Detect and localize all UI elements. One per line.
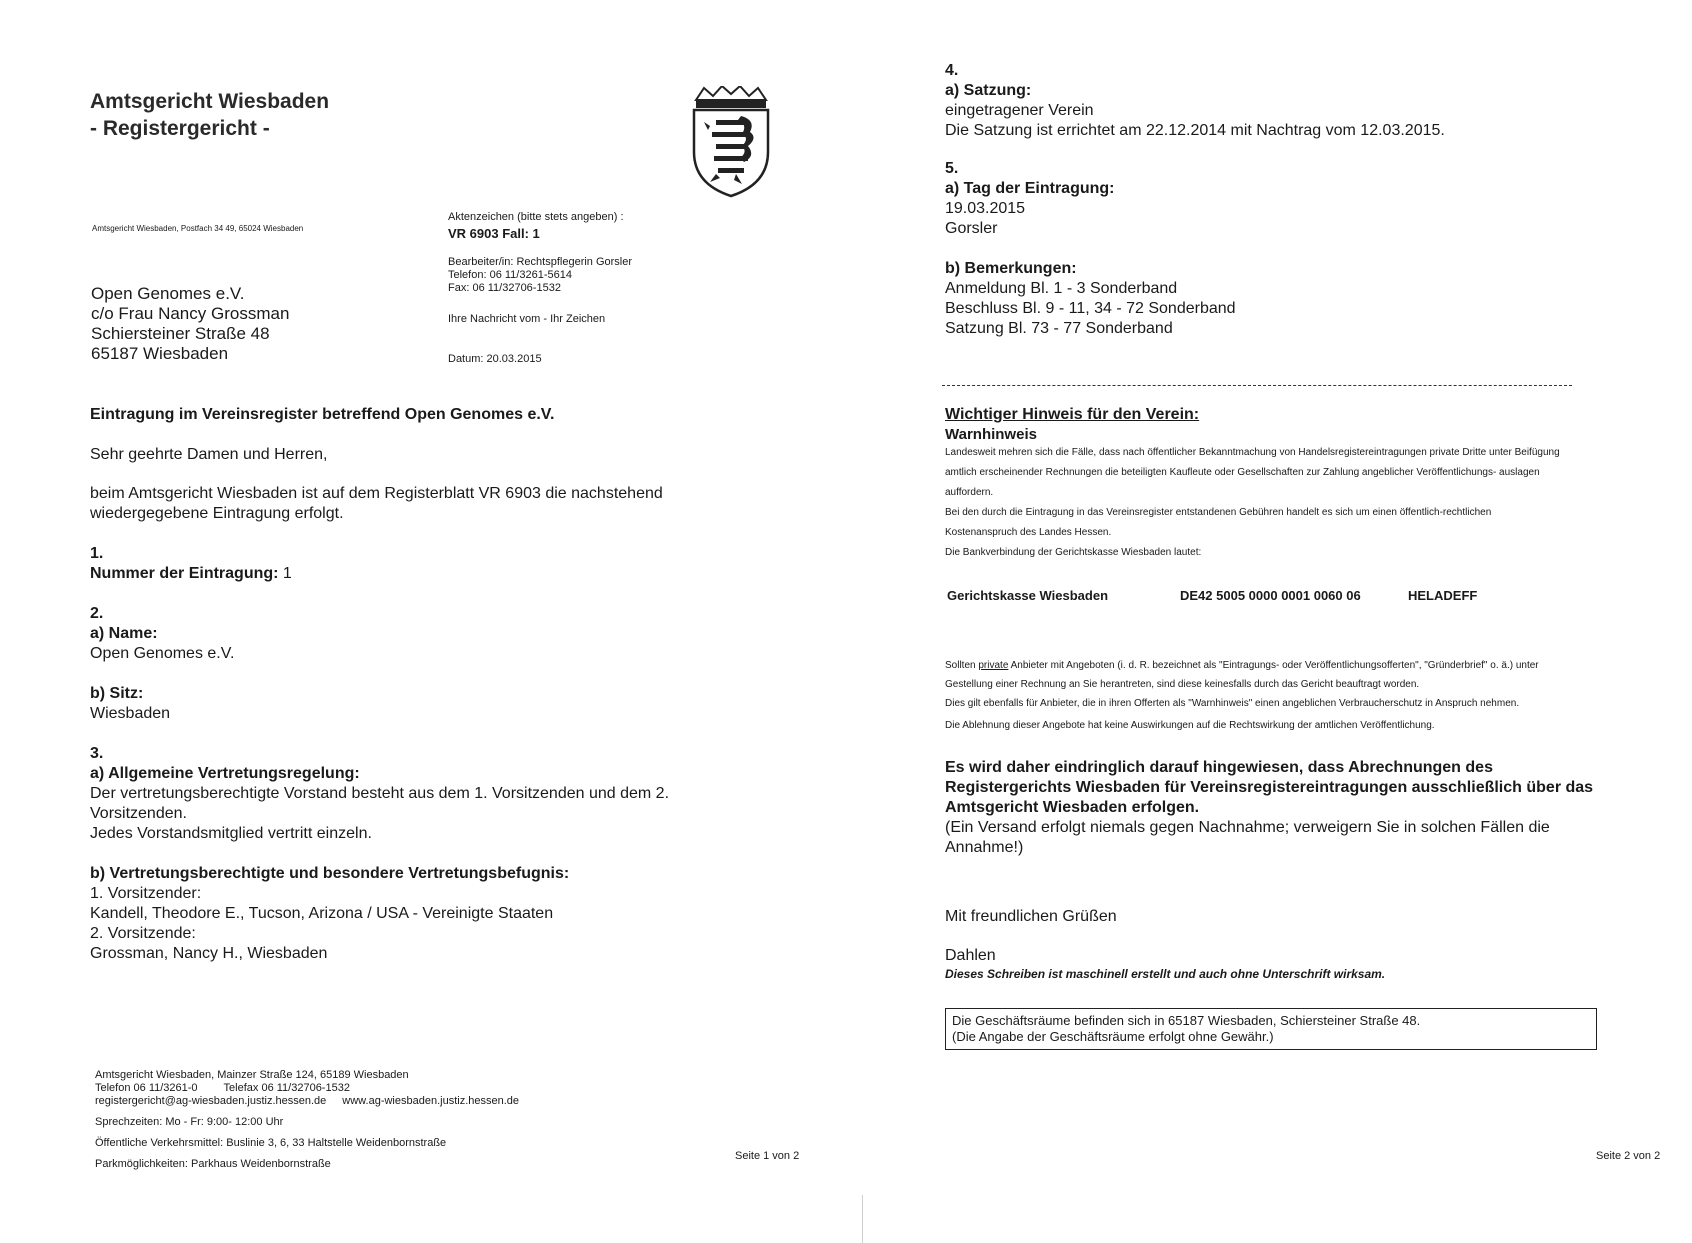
court-department: - Registergericht - xyxy=(90,117,270,140)
clerk-contact xyxy=(448,256,632,295)
warning-line: Landesweit mehren sich die Fälle, dass nach öffentlicher Bekanntmachung von Handelsregistereintragungen private Dritte unter Beifügung xyxy=(945,447,1560,458)
representation-rule-label: a) Allgemeine Vertretungsregelung: xyxy=(90,765,360,782)
separator-line xyxy=(942,385,1572,386)
section-number: 1. xyxy=(90,545,104,562)
hessen-coat-of-arms-icon xyxy=(686,86,776,198)
office-location-box xyxy=(945,1008,1597,1050)
section-number: 2. xyxy=(90,605,104,622)
clerk-phone: Telefon: 06 11/3261-5614 xyxy=(448,269,572,281)
bank-bic: HELADEFF xyxy=(1408,588,1478,603)
recipient-line: c/o Frau Nancy Grossman xyxy=(91,304,290,323)
footer-fax: Telefax 06 11/32706-1532 xyxy=(223,1082,350,1094)
warning-text xyxy=(945,443,1560,563)
warning-line: Die Bankverbindung der Gerichtskasse Wiesbaden lautet: xyxy=(945,547,1202,558)
emphasis-line: Es wird daher eindringlich darauf hingewiesen, dass Abrechnungen des xyxy=(945,759,1493,776)
recipient-line: 65187 Wiesbaden xyxy=(91,344,229,363)
bank-iban: DE42 5005 0000 0001 0060 06 xyxy=(1180,588,1361,603)
representation-rule-line: Vorsitzenden. xyxy=(90,805,187,822)
office-line: (Die Angabe der Geschäftsräume erfolgt ohne Gewähr.) xyxy=(952,1029,1274,1044)
statute-label: a) Satzung: xyxy=(945,82,1032,99)
representative-line: Kandell, Theodore E., Tucson, Arizona / USA - Vereinigte Staaten xyxy=(90,905,554,922)
intro-line: wiedergegebene Eintragung erfolgt. xyxy=(90,505,344,522)
file-reference-label: Aktenzeichen (bitte stets angeben) : xyxy=(448,211,624,223)
section-2 xyxy=(90,604,234,664)
footer-website: www.ag-wiesbaden.justiz.hessen.de xyxy=(342,1095,520,1107)
section-3b xyxy=(90,864,569,964)
footer-phone: Telefon 06 11/3261-0 xyxy=(95,1082,198,1094)
section-number: 3. xyxy=(90,745,104,762)
court-name: Amtsgericht Wiesbaden xyxy=(90,90,330,113)
page-number: Seite 1 von 2 xyxy=(735,1150,800,1162)
section-5a xyxy=(945,159,1114,239)
footer-hours: Sprechzeiten: Mo - Fr: 9:00- 12:00 Uhr xyxy=(95,1116,284,1128)
statute-line: eingetragener Verein xyxy=(945,102,1094,119)
entry-number-row xyxy=(90,564,292,584)
remarks-line: Beschluss Bl. 9 - 11, 34 - 72 Sonderband xyxy=(945,300,1236,317)
clerk-fax: Fax: 06 11/32706-1532 xyxy=(448,282,561,294)
letter-date: Datum: 20.03.2015 xyxy=(448,353,542,365)
warning-line: Kostenanspruch des Landes Hessen. xyxy=(945,527,1112,538)
letter-subject: Eintragung im Vereinsregister betreffend Open Genomes e.V. xyxy=(90,406,555,423)
representative-line: 2. Vorsitzende: xyxy=(90,925,196,942)
warning-line: amtlich erscheinender Rechnungen die beteiligten Kaufleute oder Gesellschaften zur Zahlung angeblicher Veröffentlichungs- auslagen xyxy=(945,467,1540,478)
remarks-line: Satzung Bl. 73 - 77 Sonderband xyxy=(945,320,1173,337)
offers-private-word: private xyxy=(978,660,1009,671)
recipient-line: Schiersteiner Straße 48 xyxy=(91,324,270,343)
entry-number-label: Nummer der Eintragung: xyxy=(90,565,279,582)
recipient-line: Open Genomes e.V. xyxy=(91,284,245,303)
closing-greeting: Mit freundlichen Grüßen xyxy=(945,908,1117,925)
offers-text: Sollten xyxy=(945,660,979,671)
letter-page-2 xyxy=(860,0,1692,1243)
offers-line: Gestellung einer Rechnung an Sie herantreten, sind diese keinesfalls durch das Gericht beauftragt worden. xyxy=(945,679,1420,690)
representation-rule-line: Jedes Vorstandsmitglied vertritt einzeln. xyxy=(90,825,372,842)
notice-heading: Wichtiger Hinweis für den Verein: xyxy=(945,406,1200,423)
registration-date-value: 19.03.2015 xyxy=(945,200,1026,217)
warning-line: auffordern. xyxy=(945,487,994,498)
authorized-representatives-label: b) Vertretungsberechtigte und besondere Vertretungsbefugnis: xyxy=(90,865,570,882)
name-label: a) Name: xyxy=(90,625,158,642)
seat-label: b) Sitz: xyxy=(90,685,144,702)
section-5b xyxy=(945,259,1236,339)
file-reference-value: VR 6903 Fall: 1 xyxy=(448,226,540,241)
offers-line: Die Ablehnung dieser Angebote hat keine Auswirkungen auf die Rechtswirkung der amtlichen Veröffentlichung. xyxy=(945,720,1435,731)
emphasis-line: Amtsgericht Wiesbaden erfolgen. xyxy=(945,799,1200,816)
footer-contact-row xyxy=(95,1095,519,1108)
salutation: Sehr geehrte Damen und Herren, xyxy=(90,446,328,463)
registration-clerk: Gorsler xyxy=(945,220,998,237)
seat-value: Wiesbaden xyxy=(90,705,171,722)
office-line: Die Geschäftsräume befinden sich in 65187 Wiesbaden, Schiersteiner Straße 48. xyxy=(952,1013,1421,1028)
offers-line: Dies gilt ebenfalls für Anbieter, die in ihren Offerten als "Warnhinweis" einen angeblichen Verbraucherschutz in Anspruch nehmen. xyxy=(945,698,1520,709)
remarks-label: b) Bemerkungen: xyxy=(945,260,1077,277)
cash-on-delivery-note xyxy=(945,818,1550,858)
warning-heading: Warnhinweis xyxy=(945,426,1037,443)
signer-name: Dahlen xyxy=(945,947,996,964)
representative-line: 1. Vorsitzender: xyxy=(90,885,202,902)
page-number: Seite 2 von 2 xyxy=(1596,1150,1661,1162)
footer-phone-row xyxy=(95,1082,519,1095)
billing-emphasis xyxy=(945,758,1593,818)
recipient-address xyxy=(91,284,289,364)
emphasis-line: Registergerichts Wiesbaden für Vereinsregistereintragungen ausschließlich über das xyxy=(945,779,1594,796)
section-2b xyxy=(90,684,170,724)
remarks-line: Anmeldung Bl. 1 - 3 Sonderband xyxy=(945,280,1178,297)
footer-email: registergericht@ag-wiesbaden.justiz.hessen.de xyxy=(95,1095,327,1107)
section-4 xyxy=(945,61,1445,141)
bank-name: Gerichtskasse Wiesbaden xyxy=(947,588,1109,603)
representation-rule-line: Der vertretungsberechtigte Vorstand besteht aus dem 1. Vorsitzenden und dem 2. xyxy=(90,785,670,802)
machine-generated-note: Dieses Schreiben ist maschinell erstellt und auch ohne Unterschrift wirksam. xyxy=(945,967,1386,981)
footer-parking: Parkmöglichkeiten: Parkhaus Weidenbornstraße xyxy=(95,1158,331,1170)
statute-line: Die Satzung ist errichtet am 22.12.2014 mit Nachtrag vom 12.03.2015. xyxy=(945,122,1445,139)
intro-line: beim Amtsgericht Wiesbaden ist auf dem Registerblatt VR 6903 die nachstehend xyxy=(90,485,663,502)
section-number: 4. xyxy=(945,62,959,79)
section-3a xyxy=(90,744,669,844)
sender-return-address: Amtsgericht Wiesbaden, Postfach 34 49, 65024 Wiesbaden xyxy=(92,224,304,233)
clerk-name: Bearbeiter/in: Rechtspflegerin Gorsler xyxy=(448,256,633,268)
warning-line: Bei den durch die Eintragung in das Vereinsregister entstandenen Gebühren handelt es sich um einen öffentlich-rechtlichen xyxy=(945,507,1492,518)
cod-line: (Ein Versand erfolgt niemals gegen Nachnahme; verweigern Sie in solchen Fällen die xyxy=(945,819,1550,836)
section-1 xyxy=(90,544,292,584)
name-value: Open Genomes e.V. xyxy=(90,645,235,662)
court-footer xyxy=(95,1069,519,1171)
section-number: 5. xyxy=(945,160,959,177)
footer-address: Amtsgericht Wiesbaden, Mainzer Straße 124, 65189 Wiesbaden xyxy=(95,1069,409,1081)
registration-date-label: a) Tag der Eintragung: xyxy=(945,180,1115,197)
representative-line: Grossman, Nancy H., Wiesbaden xyxy=(90,945,328,962)
footer-transit: Öffentliche Verkehrsmittel: Buslinie 3, 6, 33 Haltstelle Weidenbornstraße xyxy=(95,1137,447,1149)
your-message-label: Ihre Nachricht vom - Ihr Zeichen xyxy=(448,313,606,325)
offers-text: Anbieter mit Angeboten (i. d. R. bezeichnet als "Eintragungs- oder Veröffentlichungsofferten", "Gründerbrief" o. ä.) unter xyxy=(1008,660,1539,671)
intro-paragraph xyxy=(90,484,663,524)
cod-line: Annahme!) xyxy=(945,839,1024,856)
entry-number-value: 1 xyxy=(278,565,292,582)
offers-warning xyxy=(945,656,1539,735)
offers-first-line xyxy=(945,656,1539,675)
